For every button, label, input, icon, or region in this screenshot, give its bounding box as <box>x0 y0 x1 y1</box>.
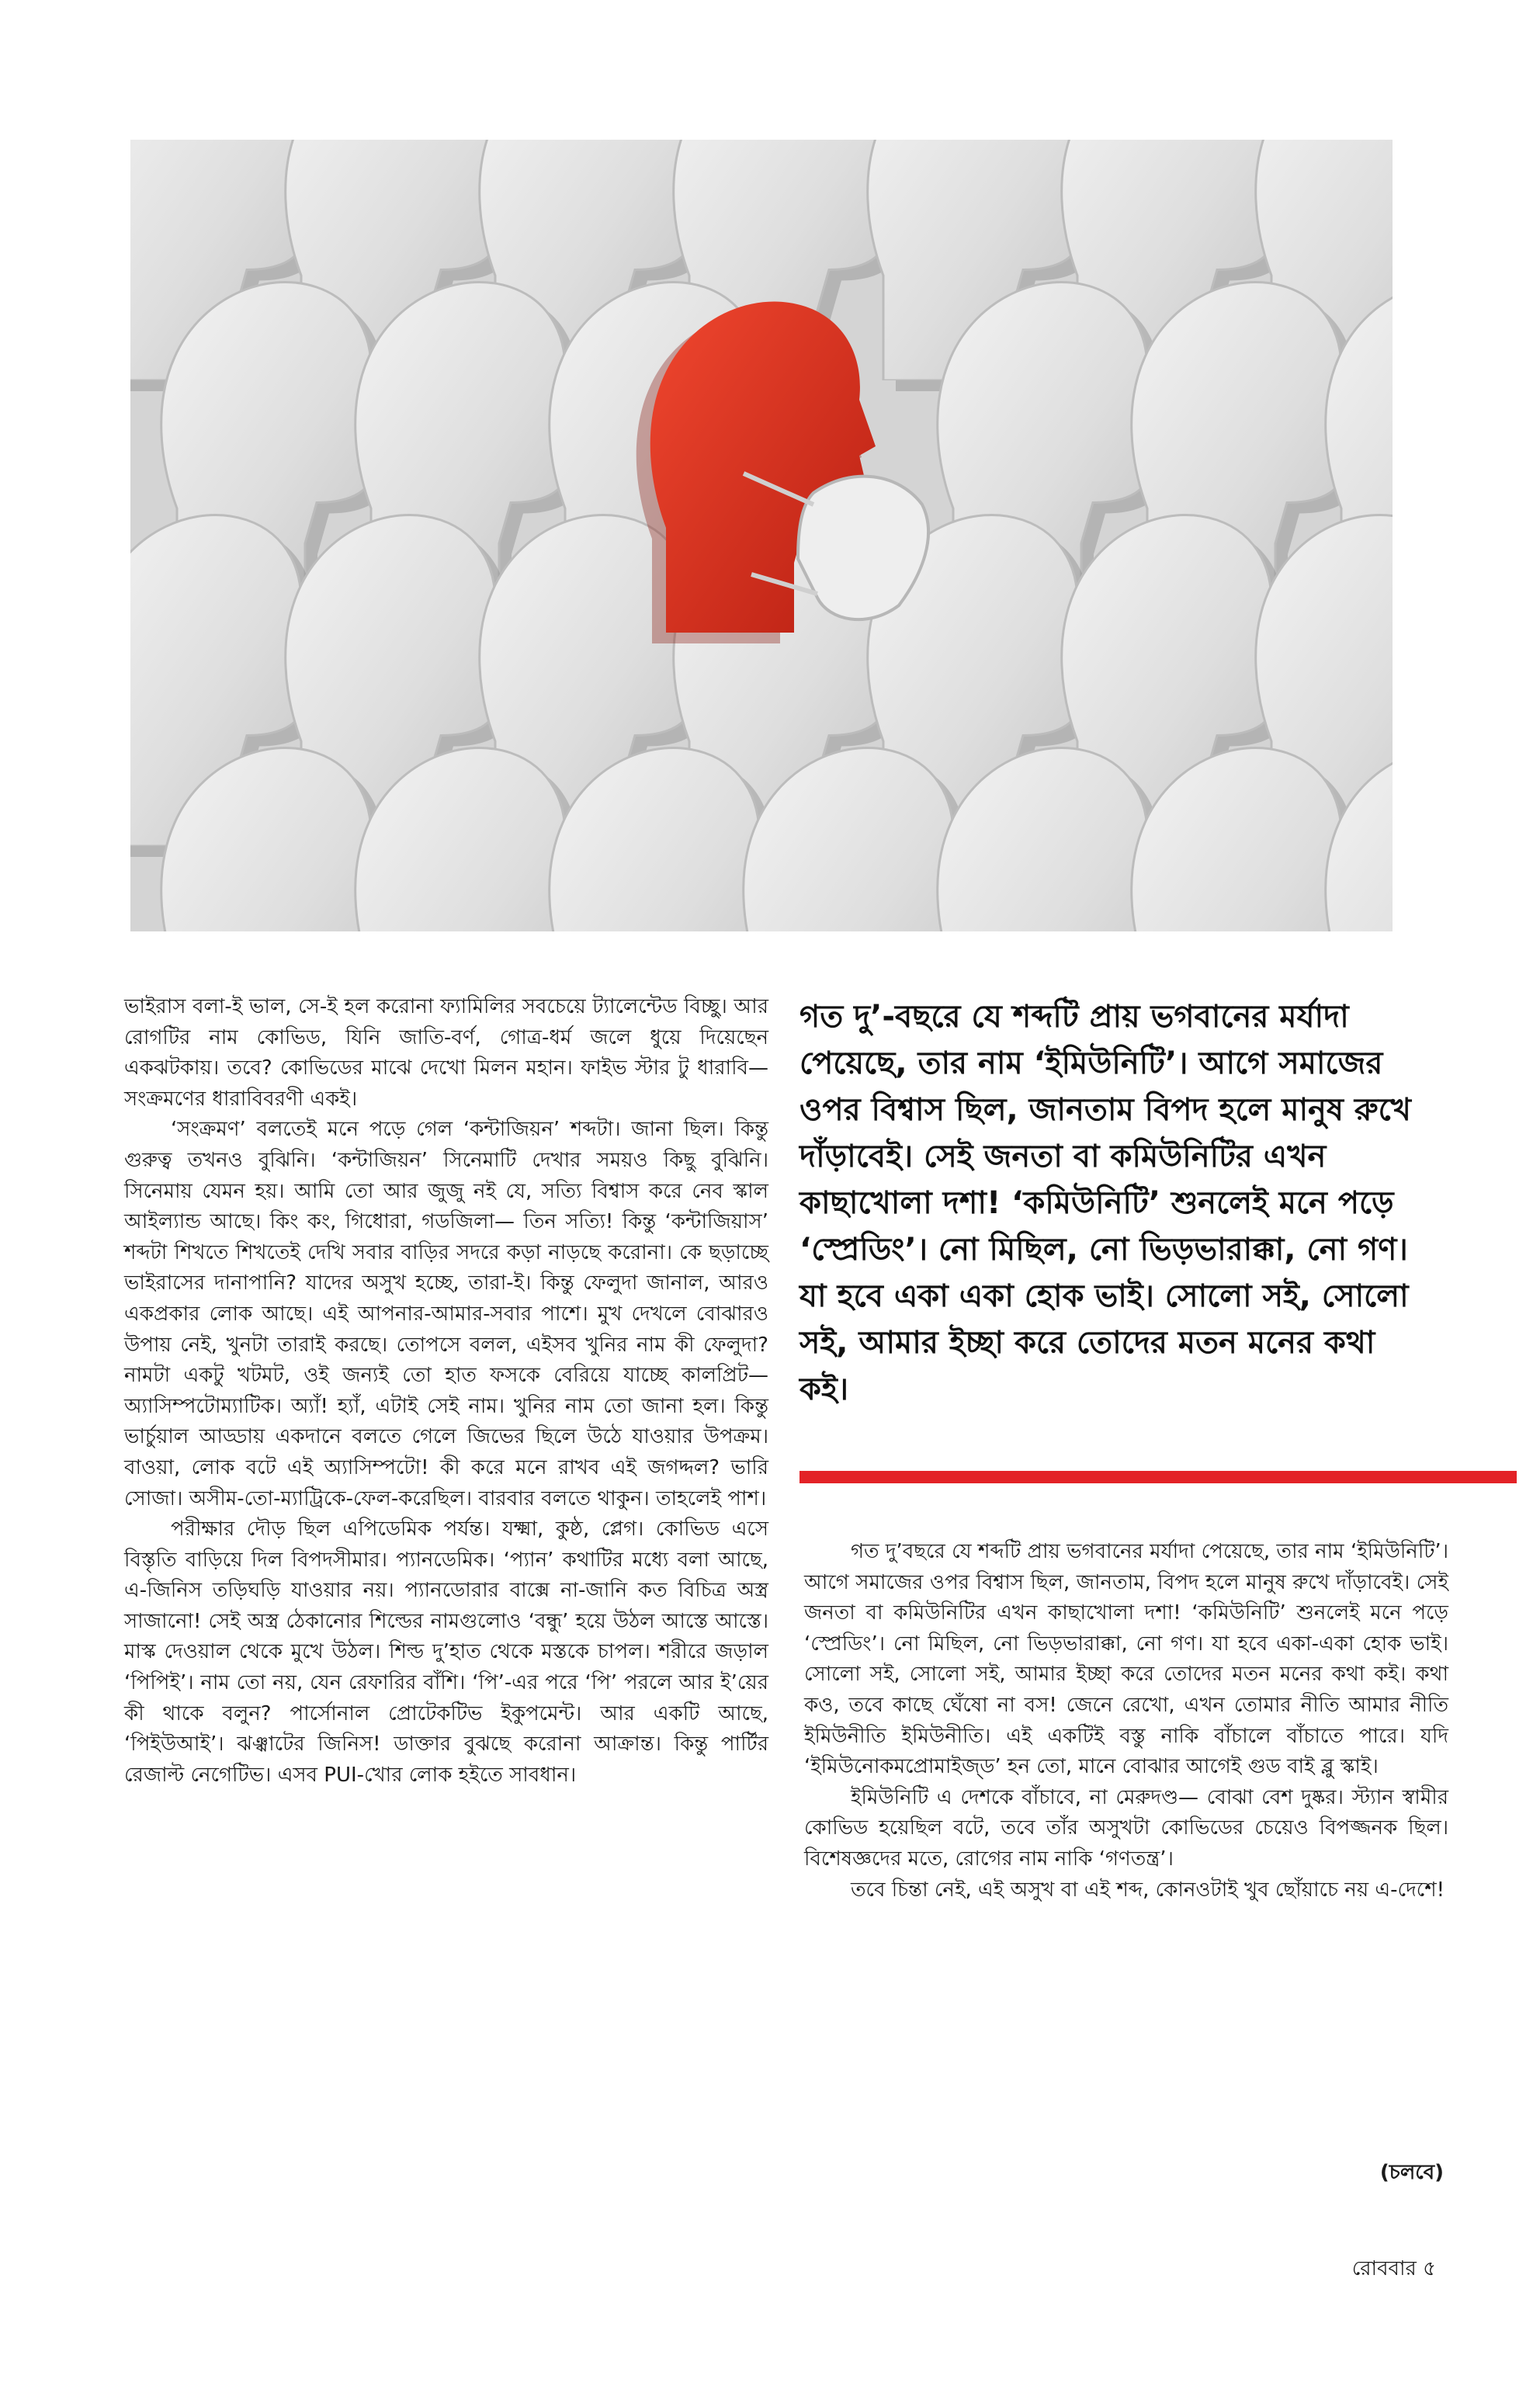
red-divider <box>799 1471 1517 1483</box>
article-paragraph: ‘সংক্রমণ’ বলতেই মনে পড়ে গেল ‘কন্টাজিয়ন’ শব্দটা। জানা ছিল। কিন্তু গুরুত্ব তখনও বুঝিনি। ‘কন্টাজিয়ন’ সিনেমাটি দেখার সময়ও কিছু বুঝিনি। সিনেমায় যেমন হয়। আমি তো আর জুজু নই যে, সত্যি বিশ্বাস করে নেব স্কাল আইল্যান্ড আছে। কিং কং, গিধোরা, গডজিলা— তিন সত্যি! কিন্তু ‘কন্টাজিয়াস’ শব্দটা শিখতে শিখতেই দেখি সবার বাড়ির সদরে কড়া নাড়ছে করোনা। কে ছড়াচ্ছে ভাইরাসের দানাপানি? যাদের অসুখ হচ্ছে, তারা-ই। কিন্তু ফেলুদা জানাল, আরও একপ্রকার লোক আছে। এই আপনার-আমার-সবার পাশে। মুখ দেখলে বোঝারও উপায় নেই, খুনটা তারাই করছে। তোপসে বলল, এইসব খুনির নাম কী ফেলুদা? নামটা একটু খটমট, ওই জন্যই তো হাত ফসকে বেরিয়ে যাচ্ছে কালপ্রিট— অ্যাসিম্পটোম্যাটিক। অ্যাঁ! হ্যাঁ, এটাই সেই নাম। খুনির নাম তো জানা হল। কিন্তু ভার্চুয়াল আড্ডায় একদানে বলতে গেলে জিভের ছিলে উঠে যাওয়ার উপক্রম। বাওয়া, লোক বটে এই অ্যাসিম্পটো! কী করে মনে রাখব এই জগদ্দল? ভারি সোজা। অসীম-তো-ম্যাট্রিকে-ফেল-করেছিল। বারবার বলতে থাকুন। তাহলেই পাশ। <box>124 1118 768 1510</box>
article-paragraph: পরীক্ষার দৌড় ছিল এপিডেমিক পর্যন্ত। যক্ষ্মা, কুষ্ঠ, প্লেগ। কোভিড এসে বিস্তৃতি বাড়িয়ে দিল বিপদসীমার। প্যানডেমিক। ‘প্যান’ কথাটির মধ্যে বলা আছে, এ-জিনিস তড়িঘড়ি যাওয়ার নয়। প্যানডোরার বাক্সে না-জানি কত বিচিত্র অস্ত্র সাজানো! সেই অস্ত্র ঠেকানোর শিল্ডের নামগুলোও ‘বন্ধু’ হয়ে উঠল আস্তে আস্তে। মাস্ক দেওয়াল থেকে মুখে উঠল। শিল্ড দু’হাত থেকে মস্তকে চাপল। শরীরে জড়াল ‘পিপিই’। নাম তো নয়, যেন রেফারির বাঁশি। ‘পি’-এর পরে ‘পি’ পরলে আর ই’য়ের কী থাকে বলুন? পার্সোনাল প্রোটেকটিভ ইকুপমেন্ট। আর একটি আছে, ‘পিইউআই’। ঝঞ্ঝাটের জিনিস! ডাক্তার বুঝছে করোনা আক্রান্ত। কিন্তু পার্টির রেজাল্ট নেগেটিভ। এসব PUI-খোর লোক হইতে সাবধান। <box>124 1517 768 1787</box>
article-paragraph: তবে চিন্তা নেই, এই অসুখ বা এই শব্দ, কোনওটাই খুব ছোঁয়াচে নয় এ-দেশে! <box>851 1878 1445 1902</box>
paper-heads-illustration <box>130 140 1393 931</box>
article-paragraph: ইমিউনিটি এ দেশকে বাঁচাবে, না মেরুদণ্ড— বোঝা বেশ দুষ্কর। স্ট্যান স্বামীর কোভিড হয়েছিল বটে, তবে তাঁর অসুখটা কোভিডের চেয়েও বিপজ্জনক ছিল। বিশেষজ্ঞদের মতে, রোগের নাম নাকি ‘গণতন্ত্র’। <box>804 1785 1448 1871</box>
article-paragraph: ভাইরাস বলা-ই ভাল, সে-ই হল করোনা ফ্যামিলির সবচেয়ে ট্যালেন্টেড বিচ্ছু। আর রোগটির নাম কোভিড, যিনি জাতি-বর্ণ, গোত্র-ধর্ম জলে ধুয়ে দিয়েছেন একঝটকায়। তবে? কোভিডের মাঝে দেখো মিলন মহান। ফাইভ স্টার টু ধারাবি— সংক্রমণের ধারাবিবরণী একই। <box>124 995 768 1111</box>
article-right-column <box>804 1537 1448 1906</box>
article-paragraph: গত দু’বছরে যে শব্দটি প্রায় ভগবানের মর্যাদা পেয়েছে, তার নাম ‘ইমিউনিটি’। আগে সমাজের ওপর বিশ্বাস ছিল, জানতাম, বিপদ হলে মানুষ রুখে দাঁড়াবেই। সেই জনতা বা কমিউনিটির এখন কাছাখোলা দশা! ‘কমিউনিটি’ শুনলেই মনে পড়ে ‘স্প্রেডিং’। নো মিছিল, নো ভিড়ভারাক্কা, নো গণ। যা হবে একা-একা হোক ভাই। সোলো সই, সোলো সই, আমার ইচ্ছা করে তোদের মতন মনের কথা কই। কথা কও, তবে কাছে ঘেঁষো না বস! জেনে রেখো, এখন তোমার নীতি আমার নীতি ইমিউনীতি ইমিউনীতি। এই একটিই বস্তু নাকি বাঁচালে বাঁচাতে পারে। যদি ‘ইমিউনোকমপ্রোমাইজ্‌ড’ হন তো, মানে বোঝার আগেই গুড বাই ব্লু স্কাই। <box>804 1540 1448 1779</box>
pull-quote: গত দু’-বছরে যে শব্দটি প্রায় ভগবানের মর্যাদা পেয়েছে, তার নাম ‘ইমিউনিটি’। আগে সমাজের ওপর বিশ্বাস ছিল, জানতাম বিপদ হলে মানুষ রুখে দাঁড়াবেই। সেই জনতা বা কমিউনিটির এখন কাছাখোলা দশা! ‘কমিউনিটি’ শুনলেই মনে পড়ে ‘স্প্রেডিং’। নো মিছিল, নো ভিড়ভারাক্কা, নো গণ। যা হবে একা একা হোক ভাই। সোলো সই, সোলো সই, আমার ইচ্ছা করে তোদের মতন মনের কথা কই। <box>799 999 1411 1407</box>
cover-illustration <box>130 140 1393 931</box>
continued-marker: (চলবে) <box>1379 2161 1444 2184</box>
article-left-column <box>124 992 768 1791</box>
page-folio: রোববার ৫ <box>1351 2257 1436 2280</box>
